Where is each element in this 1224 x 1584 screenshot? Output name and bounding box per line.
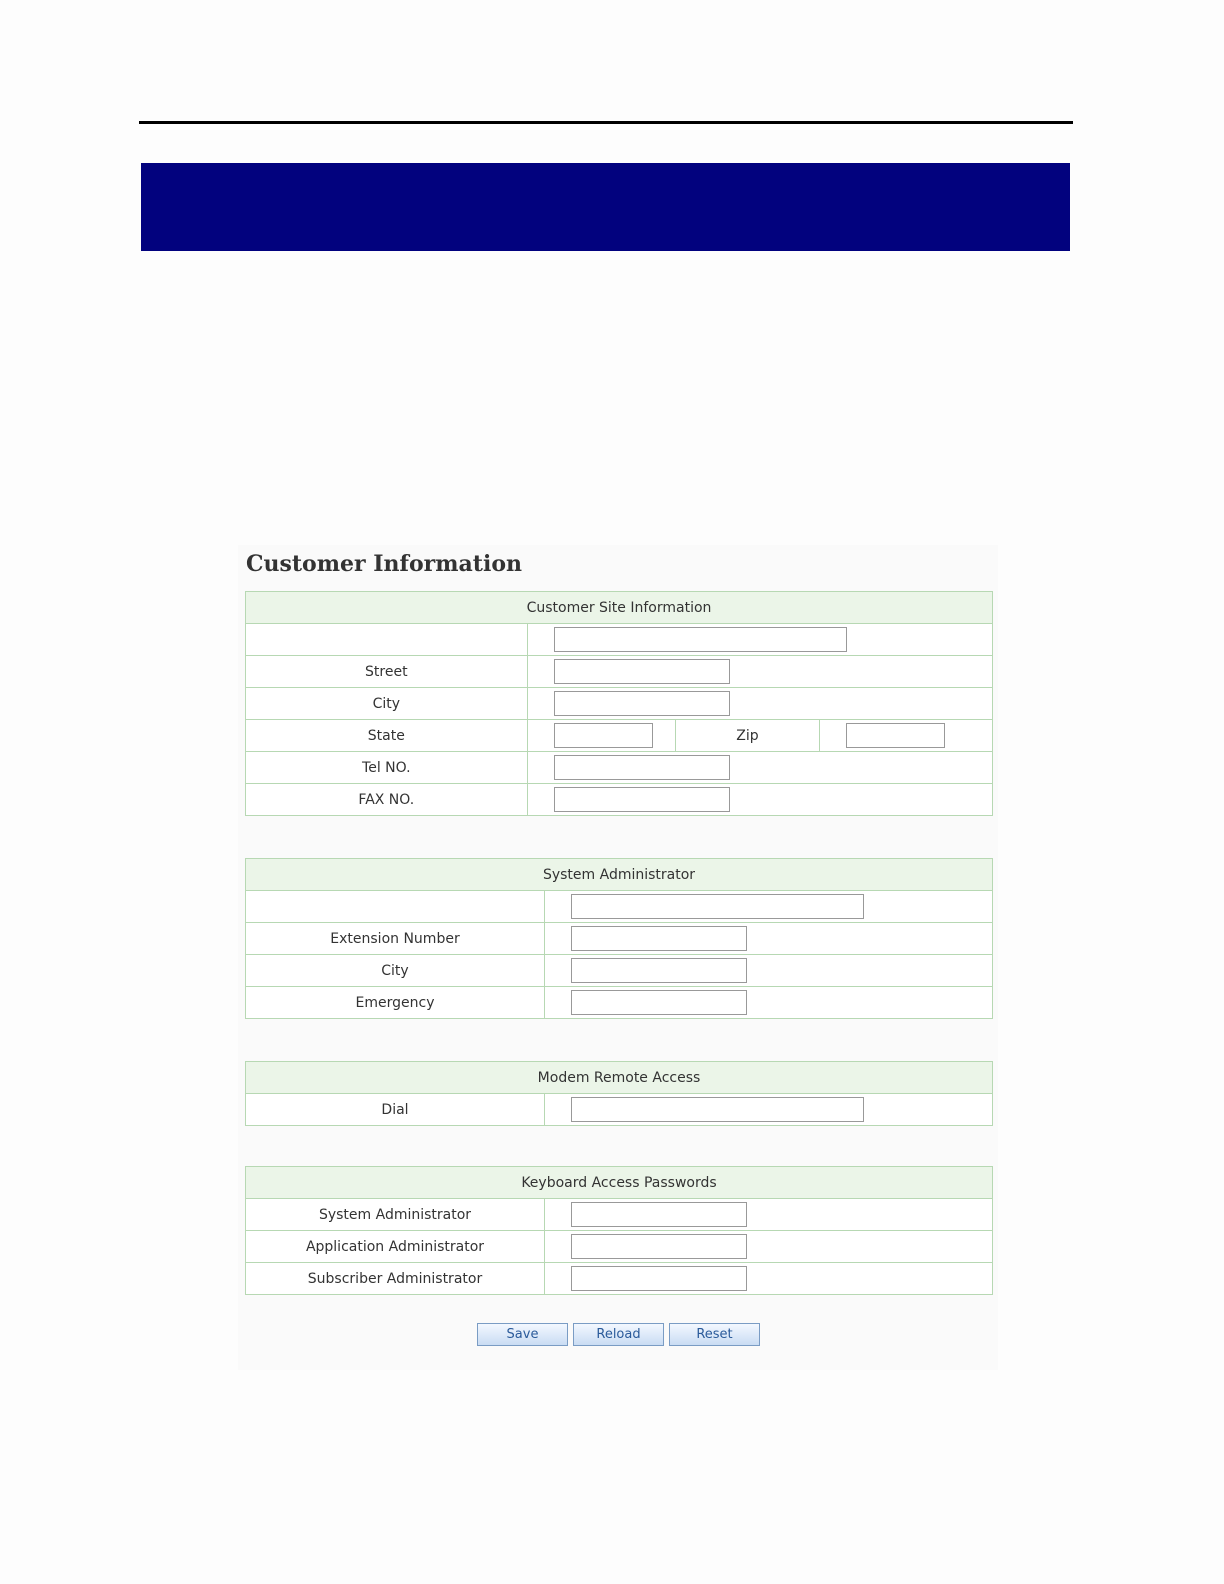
system-administrator-password-input[interactable] [571, 1202, 747, 1227]
table-row [246, 688, 993, 720]
table-row [246, 923, 993, 955]
row-label-city: City [246, 688, 528, 720]
customer-site-section [245, 591, 993, 816]
street-input[interactable] [554, 659, 730, 684]
table-row [246, 720, 993, 752]
subscriber-administrator-password-input[interactable] [571, 1266, 747, 1291]
table-row [246, 656, 993, 688]
application-administrator-password-input[interactable] [571, 1234, 747, 1259]
admin-city-input[interactable] [571, 958, 747, 983]
state-input[interactable] [554, 723, 653, 748]
save-button[interactable]: Save [477, 1323, 568, 1346]
section-header-system-administrator: System Administrator [246, 859, 993, 891]
system-administrator-section [245, 858, 993, 1019]
section-header-modem-remote-access: Modem Remote Access [246, 1062, 993, 1094]
row-label-admin-city: City [246, 955, 545, 987]
table-row [246, 891, 993, 923]
top-divider [139, 121, 1073, 124]
table-row [246, 987, 993, 1019]
reload-button[interactable]: Reload [573, 1323, 664, 1346]
row-label-extension-number: Extension Number [246, 923, 545, 955]
reset-button[interactable]: Reset [669, 1323, 760, 1346]
table-row [246, 624, 993, 656]
city-input[interactable] [554, 691, 730, 716]
row-label-dial: Dial [246, 1094, 545, 1126]
section-header-customer-site: Customer Site Information [246, 592, 993, 624]
modem-remote-access-section [245, 1061, 993, 1126]
row-label-emergency: Emergency [246, 987, 545, 1019]
row-label-application-administrator-password: Application Administrator [246, 1231, 545, 1263]
row-label-site-name [246, 624, 528, 656]
table-row [246, 955, 993, 987]
table-row [246, 752, 993, 784]
row-label-state: State [246, 720, 528, 752]
header-banner [141, 163, 1070, 251]
admin-name-input[interactable] [571, 894, 864, 919]
table-row [246, 1263, 993, 1295]
keyboard-access-passwords-section [245, 1166, 993, 1295]
tel-input[interactable] [554, 755, 730, 780]
table-row [246, 1199, 993, 1231]
row-label-tel: Tel NO. [246, 752, 528, 784]
table-row [246, 1231, 993, 1263]
table-row [246, 1094, 993, 1126]
section-header-keyboard-access-passwords: Keyboard Access Passwords [246, 1167, 993, 1199]
row-label-system-administrator-password: System Administrator [246, 1199, 545, 1231]
row-label-zip: Zip [676, 720, 819, 752]
row-label-fax: FAX NO. [246, 784, 528, 816]
row-label-subscriber-administrator-password: Subscriber Administrator [246, 1263, 545, 1295]
page-title: Customer Information [246, 551, 522, 577]
extension-number-input[interactable] [571, 926, 747, 951]
fax-input[interactable] [554, 787, 730, 812]
site-name-input[interactable] [554, 627, 847, 652]
table-row [246, 784, 993, 816]
zip-input[interactable] [846, 723, 945, 748]
row-label-admin-name [246, 891, 545, 923]
dial-input[interactable] [571, 1097, 864, 1122]
emergency-input[interactable] [571, 990, 747, 1015]
row-label-street: Street [246, 656, 528, 688]
